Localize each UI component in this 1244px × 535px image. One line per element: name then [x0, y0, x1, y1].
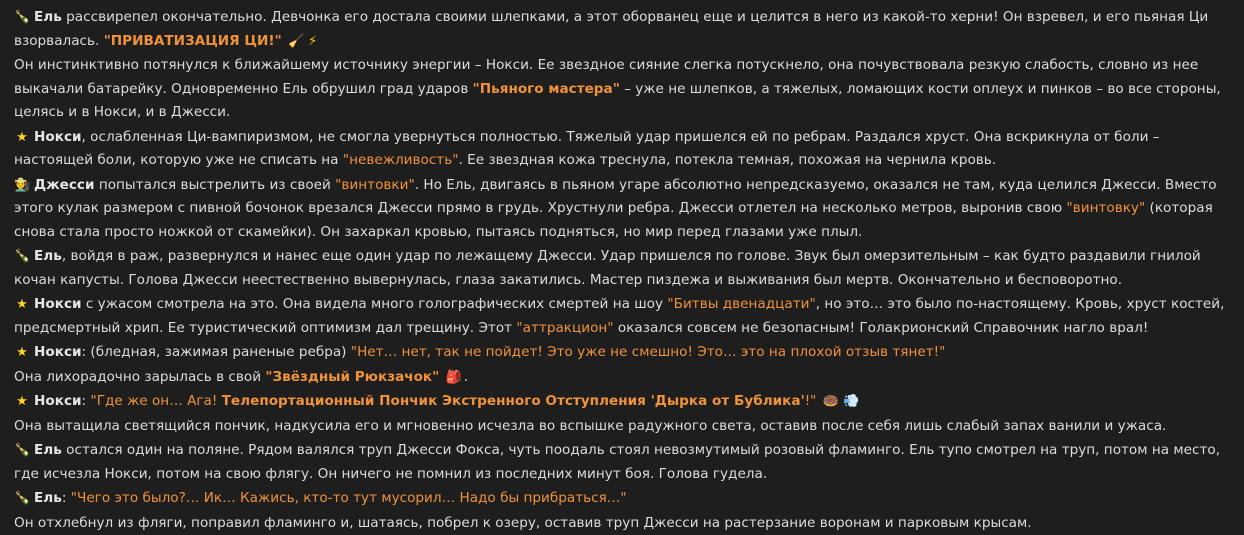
message-text: оказался совсем не безопасным! Голакрионский Справочник нагло врал! [614, 320, 1149, 336]
quote-text: "Битвы двенадцати" [667, 296, 815, 312]
message-text: . [464, 369, 468, 385]
message-13 [14, 512, 1230, 535]
quote-text: "Чего это было?… Ик… Кажись, кто-то тут мусорил… Надо бы прибраться…" [71, 490, 627, 506]
message-text: . Ее звездная кожа треснула, потекла темная, похожая на чернила кровь. [458, 152, 996, 168]
quote-text: "Пьяного мастера" [473, 81, 620, 97]
bottle-icon: 🍾 [14, 6, 30, 30]
broom-icon: 🧹 [288, 30, 304, 54]
bottle-icon: 🍾 [14, 439, 30, 463]
star-icon: ★ [14, 341, 30, 365]
message-text: Он отхлебнул из фляги, поправил фламинго и, шатаясь, побрел к озеру, оставив труп Джесси на растерзание воронам и парковым крысам. [14, 515, 1032, 531]
message-9 [14, 390, 1230, 414]
dash-icon: 💨 [843, 390, 859, 414]
message-8 [14, 366, 1230, 390]
message-2 [14, 54, 1230, 125]
star-icon: ★ [14, 126, 30, 150]
speaker-name: Нокси [34, 393, 82, 409]
message-4 [14, 174, 1230, 245]
message-11 [14, 439, 1230, 486]
quote-text: !" [805, 393, 817, 409]
message-text: Она вытащила светящийся пончик, надкусила его и мгновенно исчезла во вспышке радужного света, оставив после себя лишь слабый запах ванили и ужаса. [14, 418, 1166, 434]
message-text: . Но Ель, двигаясь в пьяном угаре абсолютно непредсказуемо, оказался не там, куда целился Джесси. Вместо этого кулак размером с пивной бочонок врезался Джесси прямо в грудь. Хрустнули ребра. Джесси отлетел на несколько метров, выронив свою [14, 177, 1217, 217]
quote-text: "винтовку" [1066, 200, 1145, 216]
quote-text: "аттракцион" [516, 320, 613, 336]
message-text: рассвирепел окончательно. Девчонка его достала своими шлепками, а этот оборванец еще и целится в него из какой-то херни! Он взревел, и его пьяная Ци взорвалась. [14, 9, 1208, 49]
message-6 [14, 293, 1230, 340]
bottle-icon: 🍾 [14, 487, 30, 511]
message-text: , войдя в раж, развернулся и нанес еще один удар по лежащему Джесси. Удар пришелся по голове. Звук был омерзительным – как будто раздавили гнилой кочан капусты. Голова Джесси неестественно вывернулась, глаза закатились. Мастер пиздежа и выживания был мертв. Окончательно и бесповоротно. [14, 248, 1201, 288]
speaker-name: Ель [34, 9, 62, 25]
quote-bold-text: Телепортационный Пончик Экстренного Отступления 'Дырка от Бублика' [222, 393, 805, 409]
farmer-icon: 👨‍🌾 [14, 174, 30, 198]
message-text: : [62, 490, 71, 506]
star-icon: ★ [14, 293, 30, 317]
quote-text: "ПРИВАТИЗАЦИЯ ЦИ!" [104, 33, 282, 49]
speaker-name: Ель [34, 490, 62, 506]
message-3 [14, 126, 1230, 173]
message-text: – уже не шлепков, а тяжелых, ломающих кости оплеух и пинков – во все стороны, целясь и в Нокси, и в Джесси. [14, 81, 1221, 121]
message-text: , но это… это было по-настоящему. Кровь, хруст костей, предсмертный хрип. Ее туристический оптимизм дал трещину. Этот [14, 296, 1224, 336]
message-5 [14, 245, 1230, 292]
message-text: с ужасом смотрела на это. Она видела много голографических смертей на шоу [82, 296, 668, 312]
quote-text: "Нет… нет, так не пойдет! Это уже не смешно! Это… это на плохой отзыв тянет!" [351, 344, 946, 360]
backpack-icon: 🎒 [446, 366, 462, 390]
message-12 [14, 487, 1230, 511]
quote-text: "невежливость" [343, 152, 459, 168]
quote-text: "винтовки" [335, 177, 415, 193]
donut-icon: 🍩 [823, 390, 839, 414]
message-10 [14, 415, 1230, 439]
message-7 [14, 341, 1230, 365]
message-text: : [82, 393, 91, 409]
lightning-icon: ⚡ [308, 30, 317, 54]
message-text: : (бледная, зажимая раненые ребра) [82, 344, 351, 360]
message-text: попытался выстрелить из своей [95, 177, 336, 193]
speaker-name: Ель [34, 442, 62, 458]
speaker-name: Нокси [34, 129, 82, 145]
speaker-name: Джесси [34, 177, 95, 193]
message-text: (которая снова стала просто ножкой от скамейки). Он захаркал кровью, пытаясь подняться, но мир перед глазами уже плыл. [14, 200, 1213, 240]
bottle-icon: 🍾 [14, 245, 30, 269]
quote-text: "Звёздный Рюкзачок" [265, 369, 439, 385]
quote-text: "Где же он… Ага! [90, 393, 221, 409]
message-text: Она лихорадочно зарылась в свой [14, 369, 265, 385]
star-icon: ★ [14, 390, 30, 414]
message-text: , ослабленная Ци-вампиризмом, не смогла увернуться полностью. Тяжелый удар пришелся ей по ребрам. Раздался хруст. Она вскрикнула от боли – настоящей боли, которую уже не списать на [14, 129, 1160, 169]
message-1 [14, 6, 1230, 53]
message-text: остался один на поляне. Рядом валялся труп Джесси Фокса, чуть поодаль стоял невозмутимый розовый фламинго. Ель тупо смотрел на труп, потом на место, где исчезла Нокси, потом на свою флягу. Он ничего не помнил из последних минут боя. Голова гудела. [14, 442, 1220, 482]
speaker-name: Нокси [34, 296, 82, 312]
message-text: Он инстинктивно потянулся к ближайшему источнику энергии – Нокси. Ее звездное сияние слегка потускнело, она почувствовала резкую слабость, словно из нее выкачали батарейку. Одновременно Ель обрушил град ударов [14, 57, 1198, 97]
speaker-name: Ель [34, 248, 62, 264]
speaker-name: Нокси [34, 344, 82, 360]
